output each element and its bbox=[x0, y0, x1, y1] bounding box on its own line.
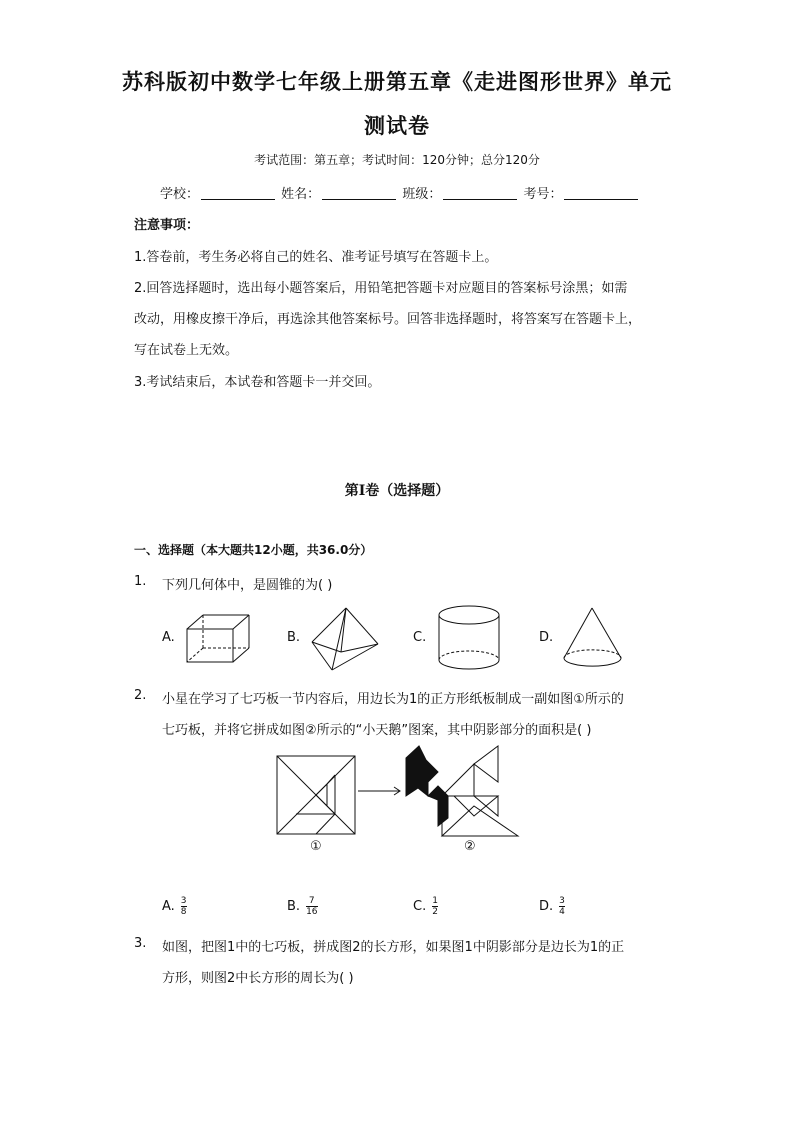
swan-figure bbox=[404, 744, 520, 840]
notice-item: 改动，用橡皮擦干净后，再选涂其他答案标号。回答非选择题时，将答案写在答题卡上， bbox=[134, 312, 642, 327]
denominator: 16 bbox=[306, 907, 318, 917]
option-d[interactable] bbox=[539, 896, 565, 917]
option-label[interactable]: C. bbox=[413, 630, 427, 645]
option-label[interactable]: B. bbox=[287, 630, 301, 645]
number-label: 考号： bbox=[523, 187, 563, 202]
option-fraction bbox=[432, 896, 438, 917]
numerator: 3 bbox=[559, 896, 565, 906]
class-field[interactable] bbox=[443, 187, 517, 200]
section-title: 第I卷（选择题） bbox=[344, 483, 450, 499]
option-label: D. bbox=[539, 899, 554, 914]
part-heading: 一、选择题（本大题共12小题，共36.0分） bbox=[134, 543, 373, 557]
figure-label: ② bbox=[464, 839, 476, 854]
option-fraction bbox=[181, 896, 187, 917]
option-b[interactable] bbox=[287, 896, 318, 917]
option-c[interactable] bbox=[413, 896, 438, 917]
option-label[interactable]: D. bbox=[539, 630, 554, 645]
question-text: 方形，则图2中长方形的周长为( ) bbox=[162, 971, 354, 986]
numerator: 7 bbox=[308, 896, 315, 906]
question-text: 小星在学习了七巧板一节内容后，用边长为1的正方形纸板制成一副如图①所示的 bbox=[162, 692, 624, 707]
question-text: 下列几何体中，是圆锥的为( ) bbox=[162, 578, 333, 593]
option-a[interactable] bbox=[162, 896, 187, 917]
question-number: 3. bbox=[134, 936, 147, 951]
option-label[interactable]: A. bbox=[162, 630, 175, 645]
question-number: 1. bbox=[134, 574, 147, 589]
name-label: 姓名： bbox=[281, 187, 321, 202]
option-label: A. bbox=[162, 899, 175, 914]
numerator: 1 bbox=[432, 896, 438, 906]
class-label: 班级： bbox=[402, 187, 442, 202]
number-field[interactable] bbox=[564, 187, 638, 200]
name-field[interactable] bbox=[322, 187, 396, 200]
student-info-row bbox=[160, 183, 640, 202]
option-fraction bbox=[559, 896, 565, 917]
cylinder-icon bbox=[437, 604, 501, 672]
option-label: B. bbox=[287, 899, 301, 914]
figure-label: ① bbox=[310, 839, 322, 854]
notice-item: 1.答卷前，考生务必将自己的姓名、准考证号填写在答题卡上。 bbox=[134, 250, 498, 265]
notice-heading: 注意事项： bbox=[134, 218, 200, 233]
triangular-pyramid-icon bbox=[310, 606, 380, 672]
denominator: 4 bbox=[559, 907, 565, 917]
cuboid-icon bbox=[186, 613, 250, 665]
question-number: 2. bbox=[134, 688, 147, 703]
notice-item: 2.回答选择题时，选出每小题答案后，用铅笔把答题卡对应题目的答案标号涂黑；如需 bbox=[134, 281, 628, 296]
denominator: 8 bbox=[180, 907, 187, 917]
denominator: 2 bbox=[432, 907, 438, 917]
notice-item: 写在试卷上无效。 bbox=[134, 343, 239, 358]
notice-item: 3.考试结束后，本试卷和答题卡一并交回。 bbox=[134, 375, 381, 390]
option-fraction bbox=[306, 896, 317, 917]
question-text: 七巧板，并将它拼成如图②所示的“小天鹅”图案，其中阴影部分的面积是( ) bbox=[162, 723, 592, 738]
page-title-line-1: 苏科版初中数学七年级上册第五章《走进图形世界》单元 bbox=[122, 69, 672, 94]
school-label: 学校： bbox=[160, 187, 200, 202]
school-field[interactable] bbox=[201, 187, 275, 200]
question-text: 如图，把图1中的七巧板，拼成图2的长方形，如果图1中阴影部分是边长为1的正 bbox=[162, 940, 625, 955]
arrow-icon bbox=[356, 785, 404, 797]
exam-info: 考试范围：第五章；考试时间：120分钟；总分120分 bbox=[254, 153, 540, 167]
page-title-line-2: 测试卷 bbox=[364, 113, 430, 138]
cone-icon bbox=[562, 606, 624, 668]
tangram-square-figure bbox=[277, 756, 355, 834]
numerator: 3 bbox=[180, 896, 187, 906]
option-label: C. bbox=[413, 899, 427, 914]
